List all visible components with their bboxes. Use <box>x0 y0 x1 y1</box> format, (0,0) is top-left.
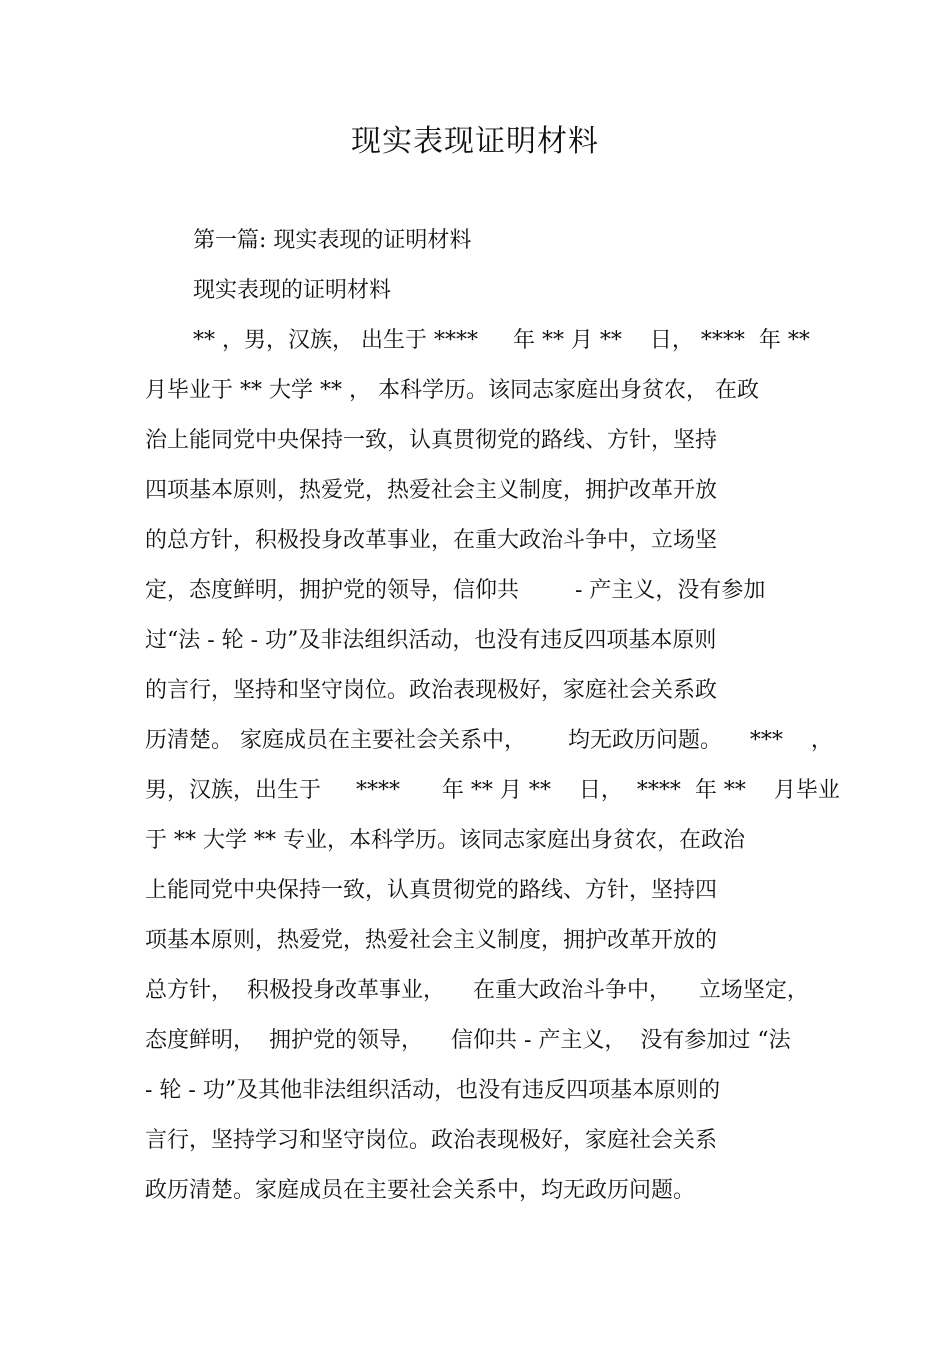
body-line: 过“法 - 轮 - 功”及非法组织活动，也没有违反四项基本原则 <box>145 628 717 653</box>
body-line: 于 ** 大学 ** 专业，本科学历。该同志家庭出身贫农，在政治 <box>145 828 745 853</box>
body-line: 言行，坚持学习和坚守岗位。政治表现极好，家庭社会关系 <box>145 1128 718 1153</box>
body-line: 总方针， 积极投身改革事业， 在重大政治斗争中， 立场坚定， <box>145 978 809 1003</box>
document-title: 现实表现证明材料 <box>351 124 599 159</box>
body-line: 上能同党中央保持一致，认真贯彻党的路线、方针，坚持四 <box>145 878 718 903</box>
body-line: 历清楚。 家庭成员在主要社会关系中， 均无政历问题。 *** ， <box>145 728 833 753</box>
body-line: 男，汉族，出生于 **** 年 ** 月 ** 日， **** 年 ** 月毕业 <box>145 778 840 803</box>
body-line: 的言行，坚持和坚守岗位。政治表现极好，家庭社会关系政 <box>145 678 718 703</box>
body-line: 政历清楚。家庭成员在主要社会关系中，均无政历问题。 <box>145 1178 696 1203</box>
body-line: 月毕业于 ** 大学 ** ， 本科学历。该同志家庭出身贫农， 在政 <box>145 378 759 403</box>
body-line: - 轮 - 功”及其他非法组织活动，也没有违反四项基本原则的 <box>145 1078 721 1103</box>
body-line: 的总方针，积极投身改革事业，在重大政治斗争中，立场坚 <box>145 528 718 553</box>
body-line: 项基本原则，热爱党，热爱社会主义制度，拥护改革开放的 <box>145 928 718 953</box>
section-heading: 第一篇: 现实表现的证明材料 <box>193 228 472 253</box>
body-line: 定，态度鲜明，拥护党的领导，信仰共 - 产主义，没有参加 <box>145 578 766 603</box>
body-line: 态度鲜明， 拥护党的领导， 信仰共 - 产主义， 没有参加过 “法 <box>145 1028 791 1053</box>
body-line: 治上能同党中央保持一致，认真贯彻党的路线、方针，坚持 <box>145 428 718 453</box>
body-line: ** ，男，汉族， 出生于 **** 年 ** 月 ** 日， **** 年 ** <box>193 328 810 353</box>
subheading: 现实表现的证明材料 <box>193 278 392 303</box>
body-line: 四项基本原则，热爱党，热爱社会主义制度，拥护改革开放 <box>145 478 718 503</box>
